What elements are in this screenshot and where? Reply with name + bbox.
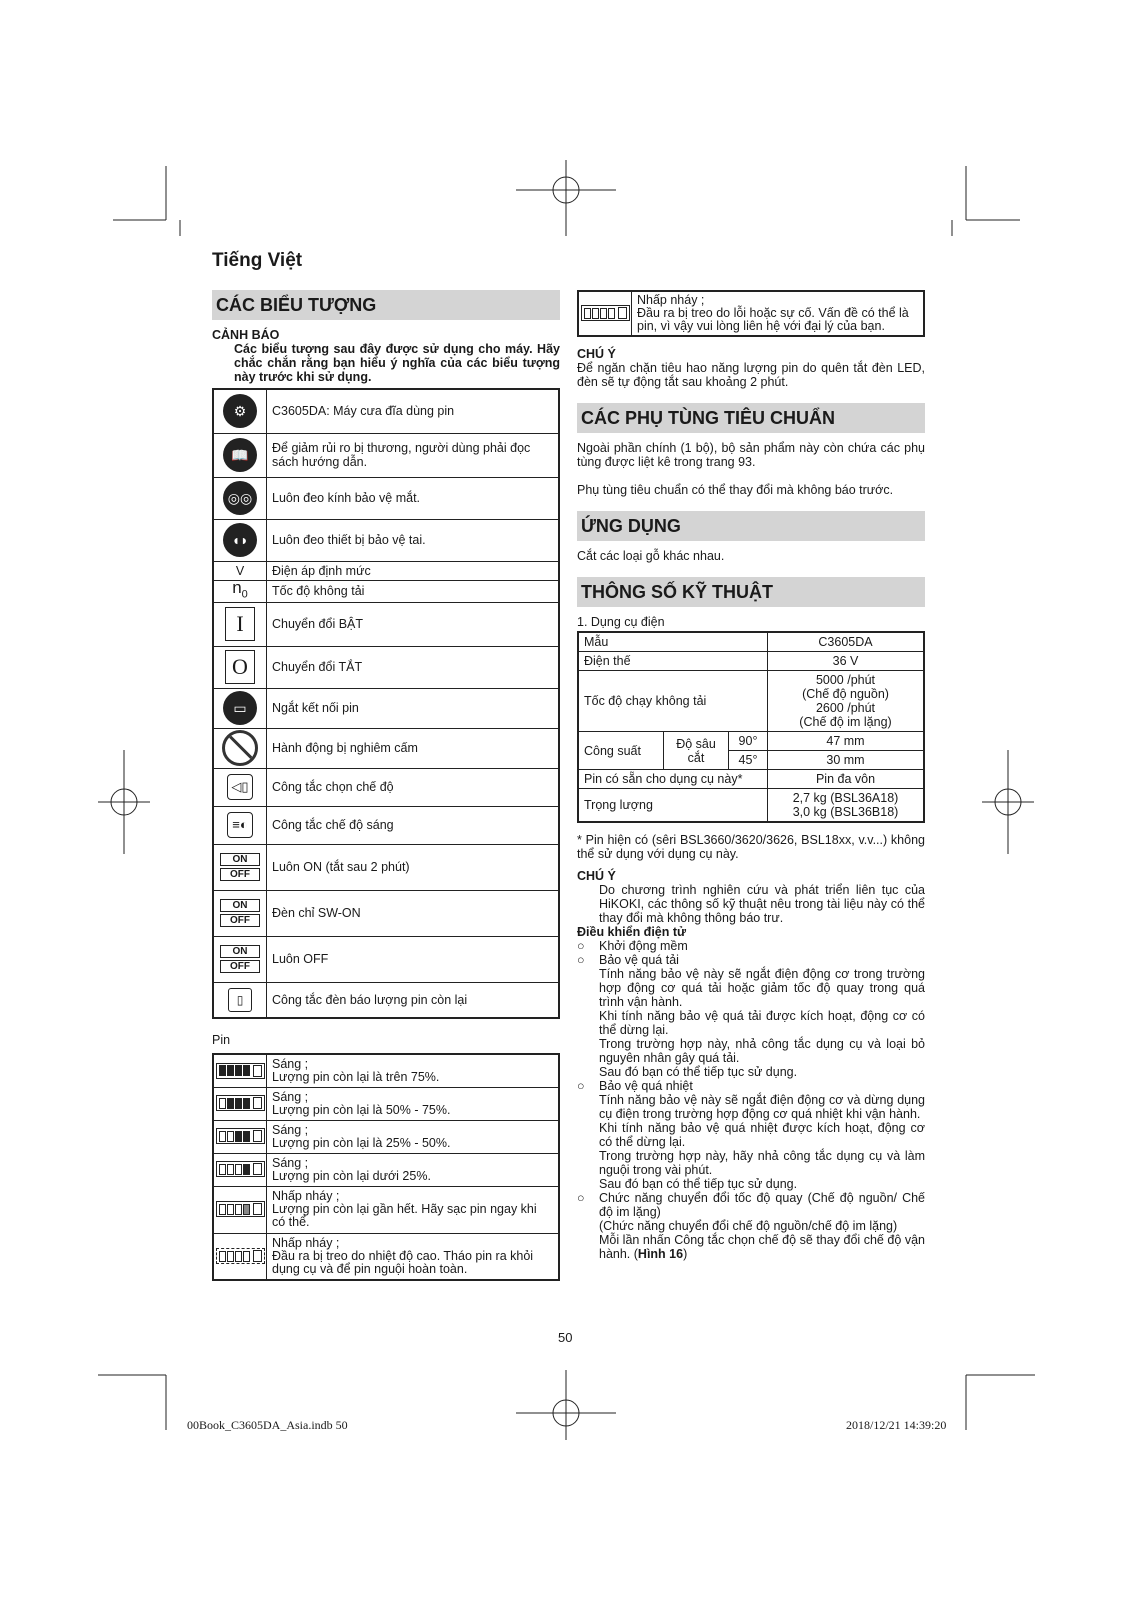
table-row [578, 652, 924, 671]
on-label: ON [220, 945, 260, 958]
spec-value: 47 mm [768, 732, 925, 751]
symbol-text: Để giảm rủi ro bị thương, người dùng phải đọc sách hướng dẫn. [267, 433, 560, 477]
symbol-text: Đèn chỉ SW-ON [267, 890, 560, 936]
table-row [578, 789, 924, 823]
battery-text [267, 1087, 560, 1120]
symbol-text: Luôn OFF [267, 936, 560, 982]
overheat-text-2: Khi tính năng bảo vệ quá nhiệt được kích hoạt, động cơ có thể dừng lại. [599, 1121, 925, 1149]
spec-label: Độ sâu cắt [664, 732, 729, 770]
spec-value: 36 V [768, 652, 925, 671]
battery-desc: Lượng pin còn lại là 50% - 75%. [272, 1102, 451, 1117]
language-title: Tiếng Việt [212, 250, 303, 271]
spec-label: Mẫu [578, 632, 768, 652]
table-row [213, 728, 559, 768]
symbol-text: Tốc độ không tải [267, 580, 560, 602]
battery-text [267, 1153, 560, 1186]
table-row [213, 890, 559, 936]
switch-on-icon: I [225, 607, 255, 641]
battery-label: Pin [212, 1033, 231, 1047]
speed-value-2: (Chế độ nguồn) [802, 687, 889, 701]
spec-angle: 90° [729, 732, 768, 751]
closing-paren: ) [683, 1247, 688, 1261]
light-mode-icon: ≡◐ [227, 812, 253, 838]
sw-on-icon [214, 899, 266, 927]
spec-angle: 45° [729, 751, 768, 770]
circular-saw-icon: ⚙ [223, 394, 257, 428]
spec-value [768, 671, 925, 732]
spec-value: 30 mm [768, 751, 925, 770]
table-row [213, 389, 559, 433]
symbol-text: Luôn đeo kính bảo vệ mắt. [267, 477, 560, 519]
overload-text-2: Khi tính năng bảo vệ quá tải được kích hoạt, động cơ có thể dừng lại. [599, 1009, 925, 1037]
spec-label: Công suất [578, 732, 664, 770]
accessories-text-1: Ngoài phần chính (1 bộ), bộ sản phẩm này còn chứa các phụ tùng được liệt kê trong trang 93. [577, 441, 925, 469]
table-row [578, 632, 924, 652]
electronic-control-heading: Điều khiển điện tử [577, 925, 687, 939]
battery-state: Sáng ; [272, 1155, 309, 1170]
table-row [213, 519, 559, 561]
battery-gauge-icon [216, 1063, 265, 1079]
bullet: ○ [577, 1079, 585, 1093]
overload-title: Bảo vệ quá tải [599, 953, 679, 967]
battery-table [212, 1053, 560, 1281]
list-item [577, 1191, 925, 1219]
fault-table [577, 290, 925, 337]
n-letter: n [232, 577, 242, 597]
battery-gauge-icon [216, 1161, 265, 1177]
speed-switch-title: Chức năng chuyển đổi tốc độ quay (Chế độ nguồn/ Chế độ im lặng) [599, 1191, 925, 1219]
overheat-text-1: Tính năng bảo vệ này sẽ ngắt điện động cơ và dừng dụng cụ điện trong trường hợp động cơ quá nhiệt khi vận hành. [599, 1093, 925, 1121]
table-row [213, 1186, 559, 1233]
symbols-table [212, 388, 560, 1019]
spec-label: Điện thế [578, 652, 768, 671]
off-label: OFF [220, 868, 260, 881]
bullet: ○ [577, 1191, 585, 1205]
fault-text [632, 291, 925, 336]
table-row [213, 768, 559, 806]
table-row [578, 770, 924, 789]
overload-text-3: Trong trường hợp này, nhả công tắc dụng cụ và loại bỏ nguyên nhân gây quá tải. [599, 1037, 925, 1065]
table-row [213, 806, 559, 844]
symbol-text: Công tắc chọn chế độ [267, 768, 560, 806]
table-row [578, 671, 924, 732]
ear-protection-icon: ◖◗ [223, 523, 257, 557]
bullet: ○ [577, 953, 585, 967]
prohibited-icon [222, 730, 258, 766]
left-column [212, 290, 560, 1281]
right-column [577, 290, 925, 1261]
battery-state: Sáng ; [272, 1122, 309, 1137]
battery-state: Sáng ; [272, 1089, 309, 1104]
weight-value-2: 3,0 kg (BSL36B18) [792, 805, 899, 819]
spec-value [768, 789, 925, 823]
speed-switch-text-2 [577, 1233, 925, 1261]
symbol-text: Chuyển đổi TẮT [267, 646, 560, 688]
spec-label: Trọng lượng [578, 789, 768, 823]
speed-switch-text: Mỗi lần nhấn Công tắc chọn chế độ sẽ thay đổi chế độ vận hành. ( [599, 1233, 925, 1261]
table-row [213, 1120, 559, 1153]
battery-text [267, 1054, 560, 1087]
figure-reference: Hình 16 [637, 1247, 684, 1261]
footer-timestamp: 2018/12/21 14:39:20 [846, 1418, 947, 1432]
fault-state: Nhấp nháy ; [637, 293, 705, 307]
overload-text-1: Tính năng bảo vệ này sẽ ngắt điện động cơ trong trường hợp động cơ quá tải hoặc giảm tốc độ quay trong quá trình vận hành. [599, 967, 925, 1009]
soft-start-text: Khởi động mềm [599, 939, 688, 953]
bullet: ○ [577, 939, 585, 953]
spec-footnote: * Pin hiện có (sêri BSL3660/3620/3626, BSL18xx, v.v...) không thể sử dụng với dụng cụ này. [577, 833, 925, 861]
symbol-text: Chuyển đổi BẬT [267, 602, 560, 646]
battery-desc: Lượng pin còn lại là 25% - 50%. [272, 1135, 451, 1150]
battery-gauge-icon [216, 1095, 265, 1111]
overheat-text-3: Trong trường hợp này, hãy nhả công tắc dụng cụ và làm nguội trong vài phút. [599, 1149, 925, 1177]
table-row [213, 433, 559, 477]
battery-text [267, 1120, 560, 1153]
table-row [578, 732, 924, 751]
switch-off-icon: O [225, 650, 255, 684]
overheat-text-4: Sau đó bạn có thể tiếp tục sử dụng. [599, 1177, 798, 1191]
spec-label: Pin có sẵn cho dụng cụ này* [578, 770, 768, 789]
spec-table [577, 631, 925, 823]
list-item [577, 939, 925, 953]
battery-gauge-icon [581, 305, 630, 321]
application-heading: ỨNG DỤNG [577, 511, 925, 541]
on-label: ON [220, 853, 260, 866]
list-item [577, 1079, 925, 1093]
battery-desc: Lượng pin còn lại gần hết. Hãy sạc pin ngay khi có thể. [272, 1202, 537, 1229]
battery-gauge-icon [216, 1248, 265, 1264]
symbol-text: Ngắt kết nối pin [267, 688, 560, 728]
always-on-icon [214, 853, 266, 881]
table-row [213, 602, 559, 646]
symbol-text: Hành động bị nghiêm cấm [267, 728, 560, 768]
table-row [213, 1087, 559, 1120]
table-row [213, 1153, 559, 1186]
symbol-text: C3605DA: Máy cưa đĩa dùng pin [267, 389, 560, 433]
overload-text-4: Sau đó bạn có thể tiếp tục sử dụng. [599, 1065, 798, 1079]
table-row [213, 936, 559, 982]
table-row [213, 580, 559, 602]
speed-value-1: 5000 /phút [815, 673, 876, 687]
battery-text [267, 1186, 560, 1233]
symbol-text: Điện áp định mức [267, 561, 560, 580]
symbol-text: Luôn ON (tắt sau 2 phút) [267, 844, 560, 890]
spec-label: Tốc độ chạy không tải [578, 671, 768, 732]
mode-switch-icon: ◁▯ [227, 774, 253, 800]
specs-subheading: 1. Dụng cụ điện [577, 615, 665, 629]
disconnect-battery-icon: ▭ [223, 691, 257, 725]
speed-value-3: 2600 /phút [815, 701, 876, 715]
table-row [213, 561, 559, 580]
overheat-title: Bảo vệ quá nhiệt [599, 1079, 693, 1093]
read-manual-icon: 📖 [223, 438, 257, 472]
page-number: 50 [558, 1330, 573, 1345]
fault-desc: Đầu ra bị treo do lỗi hoặc sự cố. Vấn đề có thể là pin, vì vậy vui lòng liên hệ với đại lý của bạn. [637, 306, 909, 333]
warning-text: Các biểu tượng sau đây được sử dụng cho máy. Hãy chắc chắn rằng bạn hiểu ý nghĩa của các biểu tượng này trước khi sử dụng. [234, 342, 560, 384]
application-text: Cắt các loại gỗ khác nhau. [577, 549, 725, 563]
specs-heading: THÔNG SỐ KỸ THUẬT [577, 577, 925, 607]
table-row [213, 982, 559, 1018]
battery-state: Sáng ; [272, 1056, 309, 1071]
table-row [213, 477, 559, 519]
battery-state: Nhấp nháy ; [272, 1189, 340, 1203]
off-label: OFF [220, 960, 260, 973]
symbols-heading: CÁC BIỂU TƯỢNG [212, 290, 560, 320]
battery-state: Nhấp nháy ; [272, 1235, 340, 1250]
always-off-icon [214, 945, 266, 973]
table-row [213, 688, 559, 728]
battery-text [267, 1233, 560, 1280]
spec-value: C3605DA [768, 632, 925, 652]
note1-text: Để ngăn chặn tiêu hao năng lượng pin do quên tắt đèn LED, đèn sẽ tự động tắt sau khoảng 2 phút. [577, 361, 925, 389]
battery-desc: Lượng pin còn lại dưới 25%. [272, 1168, 431, 1183]
on-label: ON [220, 899, 260, 912]
battery-desc: Lượng pin còn lại là trên 75%. [272, 1069, 440, 1084]
weight-value-1: 2,7 kg (BSL36A18) [792, 791, 899, 805]
table-row [213, 1054, 559, 1087]
spec-value: Pin đa vôn [768, 770, 925, 789]
off-label: OFF [220, 914, 260, 927]
safety-glasses-icon: ◎◎ [223, 481, 257, 515]
table-row [213, 844, 559, 890]
battery-indicator-icon: ▯ [228, 988, 252, 1012]
footer-file-info: 00Book_C3605DA_Asia.indb 50 [187, 1418, 348, 1432]
table-row [213, 646, 559, 688]
list-item [577, 953, 925, 967]
table-row [213, 1233, 559, 1280]
n-subscript: 0 [241, 588, 248, 601]
no-load-speed-symbol [213, 577, 267, 602]
table-row [578, 291, 924, 336]
note2-text: Do chương trình nghiên cứu và phát triển liên tục của HiKOKI, các thông số kỹ thuật nêu trong tài liệu này có thể thay đổi mà không thông báo trư. [599, 883, 925, 925]
note2-label: CHÚ Ý [577, 869, 616, 883]
symbol-text: Luôn đeo thiết bị bảo vệ tai. [267, 519, 560, 561]
note1-label: CHÚ Ý [577, 347, 616, 361]
warning-label: CẢNH BÁO [212, 328, 280, 342]
voltage-symbol: V [213, 561, 267, 580]
accessories-text-2: Phụ tùng tiêu chuẩn có thể thay đổi mà không báo trước. [577, 483, 894, 497]
battery-desc: Đầu ra bị treo do nhiệt độ cao. Tháo pin ra khỏi dụng cụ và để pin nguội hoàn toàn. [272, 1248, 534, 1276]
battery-gauge-icon [216, 1128, 265, 1144]
speed-switch-text-1: (Chức năng chuyển đổi chế độ nguồn/chế độ im lặng) [599, 1219, 898, 1233]
battery-gauge-icon [216, 1201, 265, 1217]
accessories-heading: CÁC PHỤ TÙNG TIÊU CHUẨN [577, 403, 925, 433]
speed-value-4: (Chế độ im lặng) [799, 715, 892, 729]
symbol-text: Công tắc chế độ sáng [267, 806, 560, 844]
symbol-text: Công tắc đèn báo lượng pin còn lại [267, 982, 560, 1018]
